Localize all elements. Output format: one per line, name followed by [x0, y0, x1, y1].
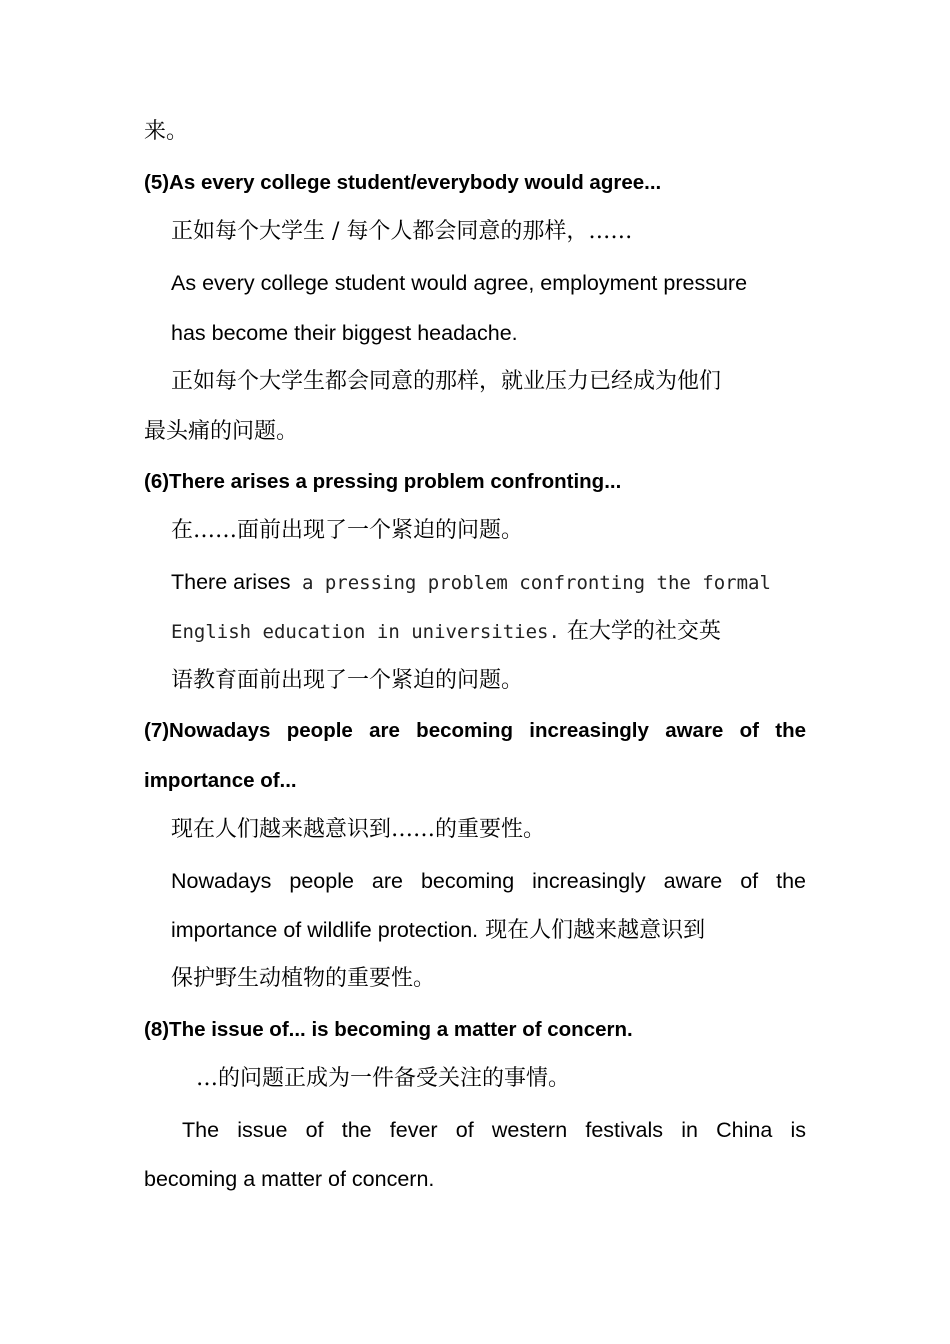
- example-line: As every college student would agree, employment pressure: [171, 271, 748, 295]
- example-fragment: a pressing problem confronting the formal: [290, 572, 771, 594]
- translation-line: 保护野生动植物的重要性。: [171, 966, 436, 991]
- translation-line: 现在人们越来越意识到……的重要性。: [171, 817, 546, 842]
- translation-fragment: 现在人们越来越意识到: [478, 918, 706, 943]
- example-fragment: English education in universities.: [171, 621, 560, 643]
- example-line: The issue of the fever of western festivals in China is: [182, 1118, 806, 1142]
- example-line: [171, 616, 806, 647]
- translation-line: 最头痛的问题。: [144, 419, 299, 444]
- example-line: Nowadays people are becoming increasingly aware of the: [171, 869, 806, 893]
- translation-line: 在……面前出现了一个紧迫的问题。: [171, 518, 524, 543]
- translation-line: 正如每个大学生都会同意的那样，就业压力已经成为他们: [171, 369, 722, 394]
- example-line: [171, 567, 806, 598]
- example-fragment: There arises: [171, 570, 291, 594]
- example-line: has become their biggest headache.: [171, 321, 518, 345]
- section-heading-6: (6)There arises a pressing problem confronting...: [144, 470, 622, 493]
- translation-fragment: 在大学的社交英: [559, 619, 721, 644]
- section-heading-5: (5)As every college student/everybody would agree...: [144, 171, 662, 194]
- section-heading-7-cont: importance of...: [144, 769, 297, 792]
- text-line: 来。: [144, 119, 189, 144]
- translation-line: …的问题正成为一件备受关注的事情。: [196, 1066, 571, 1091]
- example-fragment: importance of wildlife protection.: [171, 918, 479, 942]
- section-heading-7: (7)Nowadays people are becoming increasingly aware of the: [144, 719, 806, 742]
- example-line: [171, 915, 806, 946]
- translation-line: 正如每个大学生 / 每个人都会同意的那样，……: [171, 219, 633, 244]
- example-line: becoming a matter of concern.: [144, 1167, 435, 1191]
- section-heading-8: (8)The issue of... is becoming a matter of concern.: [144, 1018, 633, 1041]
- translation-line: 语教育面前出现了一个紧迫的问题。: [171, 668, 524, 693]
